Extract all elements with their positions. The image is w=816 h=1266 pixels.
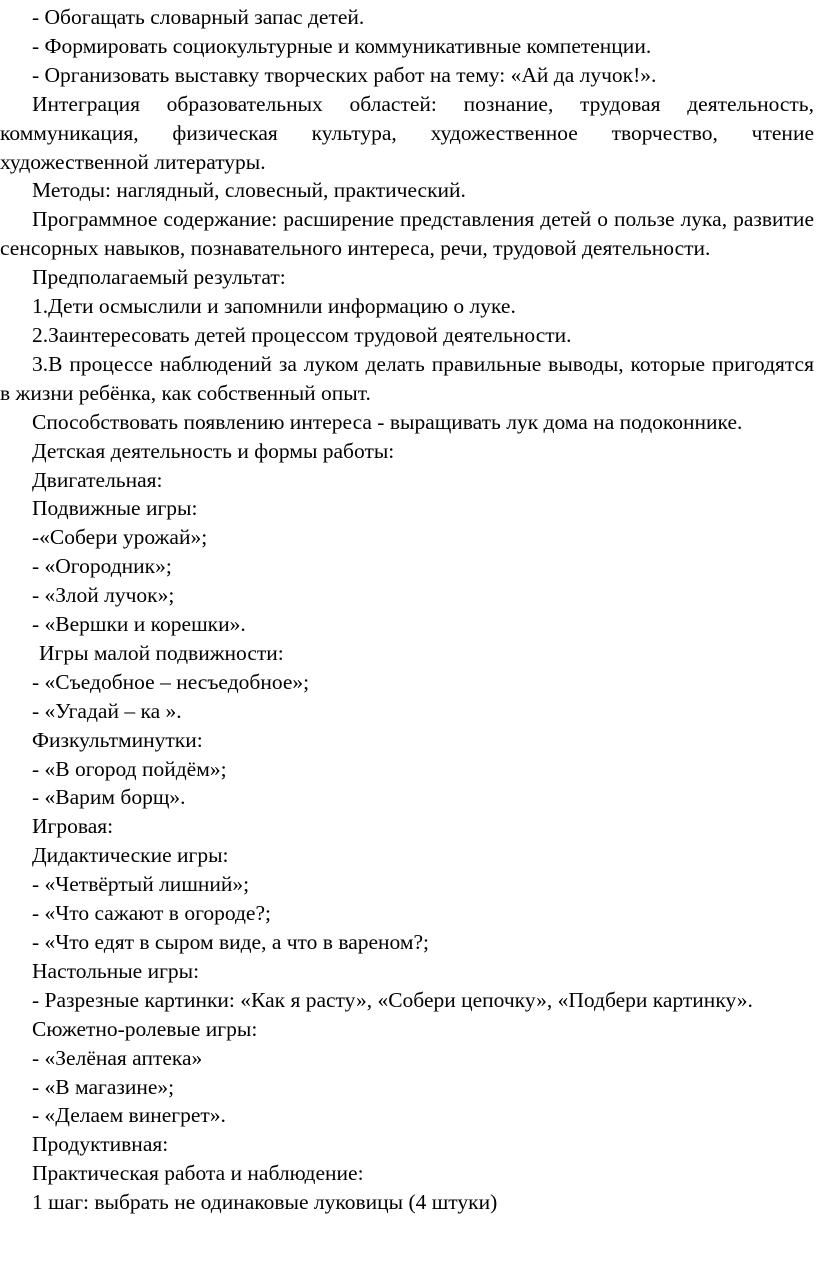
paragraph-integration: Интеграция образовательных областей: познание, трудовая деятельность, коммуникация, физическая культура, художественное творчество, чтение художественной литературы. [0,91,814,174]
list-item-game-harvest: -«Собери урожай»; [32,525,208,550]
paragraph-result-2: 2.Заинтересовать детей процессом трудовой деятельности. [32,322,572,347]
list-item-green-pharmacy: - «Зелёная аптека» [32,1045,203,1070]
paragraph-enrich-vocabulary: - Обогащать словарный запас детей. [32,5,365,29]
list-item-game-tops-roots: - «Вершки и корешки». [32,612,246,637]
paragraph-encourage-interest: Способствовать появлению интереса - выращивать лук дома на подоконнике. [32,409,743,434]
paragraph-expected-result: Предполагаемый результат: [32,265,286,290]
heading-role-play-games: Сюжетно-ролевые игры: [32,1016,258,1041]
heading-play: Игровая: [32,814,114,839]
heading-low-mobility-games: Игры малой подвижности: [39,640,284,665]
heading-productive: Продуктивная: [32,1132,169,1157]
list-item-edible-inedible: - «Съедобное – несъедобное»; [32,669,310,694]
paragraph-organize-exhibition: - Организовать выставку творческих работ на тему: «Ай да лучок!». [32,62,657,87]
list-item-game-gardener: - «Огородник»; [32,554,172,579]
list-item-odd-one-out: - «Четвёртый лишний»; [32,872,250,897]
list-item-what-planted: - «Что сажают в огороде?; [32,901,271,926]
list-item-cut-pictures: - Разрезные картинки: «Как я расту», «Собери цепочку», «Подбери картинку». [32,987,753,1012]
paragraph-methods: Методы: наглядный, словесный, практический. [32,178,466,203]
list-item-game-evil-onion: - «Злой лучок»; [32,583,175,608]
list-item-raw-or-cooked: - «Что едят в сыром виде, а что в вареном?; [32,930,429,954]
heading-practical-work: Практическая работа и наблюдение: [32,1161,364,1186]
list-item-cook-borscht: - «Варим борщ». [32,785,186,810]
paragraph-program-content: Программное содержание: расширение представления детей о пользе лука, развитие сенсорных навыков, познавательного интереса, речи, трудовой деятельности. [0,207,814,261]
heading-outdoor-games: Подвижные игры: [32,496,198,521]
paragraph-activity-forms: Детская деятельность и формы работы: [32,438,395,463]
paragraph-form-competences: - Формировать социокультурные и коммуникативные компетенции. [32,33,652,58]
paragraph-step-1: 1 шаг: выбрать не одинаковые луковицы (4 штуки) [32,1190,498,1215]
list-item-guess: - «Угадай – ка ». [32,698,182,723]
list-item-in-shop: - «В магазине»; [32,1074,175,1099]
paragraph-result-3: 3.В процессе наблюдений за луком делать правильные выводы, которые пригодятся в жизни ребёнка, как собственный опыт. [0,351,814,405]
heading-physical-minutes: Физкультминутки: [32,727,203,752]
heading-didactic-games: Дидактические игры: [32,843,229,868]
list-item-to-garden: - «В огород пойдём»; [32,756,227,781]
heading-motor: Двигательная: [32,467,163,492]
heading-board-games: Настольные игры: [32,958,200,983]
paragraph-result-1: 1.Дети осмыслили и запомнили информацию о луке. [32,294,516,319]
list-item-vinaigrette: - «Делаем винегрет». [32,1103,226,1128]
